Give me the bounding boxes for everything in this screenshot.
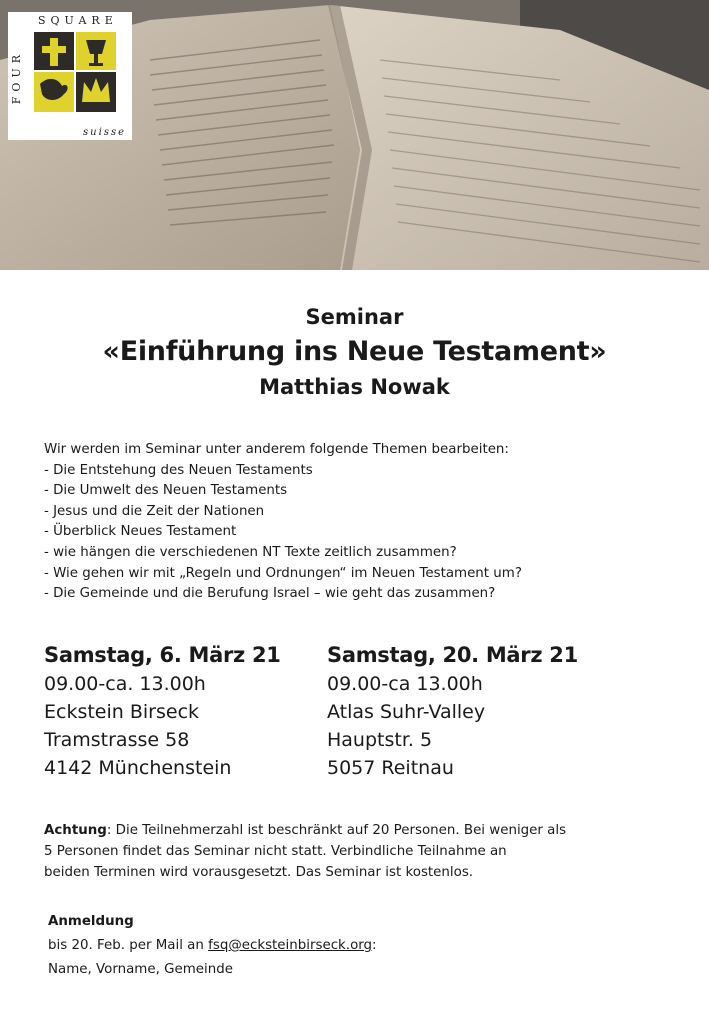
registration-prefix: bis 20. Feb. per Mail an [48, 938, 209, 953]
notice-text-1: : Die Teilnehmerzahl ist beschränkt auf 20 Personen. Bei weniger als [106, 823, 567, 838]
notice-paragraph [44, 820, 674, 883]
registration-block [48, 910, 377, 982]
date-street: Hauptstr. 5 [327, 729, 433, 751]
registration-line-2: Name, Vorname, Gemeinde [48, 962, 233, 977]
topic-item: - Die Gemeinde und die Berufung Israel – wie geht das zusammen? [44, 586, 496, 602]
registration-line-1 [48, 934, 377, 958]
date-city: 4142 Münchenstein [44, 757, 232, 779]
topic-item: - Die Entstehung des Neuen Testaments [44, 462, 313, 478]
date-city: 5057 Reitnau [327, 757, 454, 779]
topic-item: - wie hängen die verschiedenen NT Texte zeitlich zusammen? [44, 544, 457, 560]
date-time: 09.00-ca 13.00h [327, 673, 483, 695]
date-venue: Atlas Suhr-Valley [327, 701, 486, 723]
title-speaker: Matthias Nowak [259, 375, 450, 399]
topics-intro: Wir werden im Seminar unter anderem folgende Themen bearbeiten: [44, 442, 509, 457]
title-block [0, 302, 709, 402]
notice-label: Achtung [44, 823, 107, 838]
topic-item: - Jesus und die Zeit der Nationen [44, 503, 265, 519]
topic-item: - Wie gehen wir mit „Regeln und Ordnungen“ im Neuen Testament um? [44, 565, 522, 581]
logo-bottom-text: suisse [83, 127, 126, 138]
logo-emblem-icon [34, 32, 116, 112]
topic-item: - Überblick Neues Testament [44, 524, 237, 540]
date-time: 09.00-ca. 13.00h [44, 673, 206, 695]
topics-list [44, 440, 674, 605]
logo-top-text: SQUARE [38, 14, 118, 27]
registration-email-link[interactable]: fsq@ecksteinbirseck.org [208, 938, 373, 953]
title-main: «Einführung ins Neue Testament» [102, 336, 607, 367]
four-square-suisse-logo [8, 12, 132, 140]
title-seminar: Seminar [305, 305, 404, 329]
notice-line-3: beiden Terminen wird vorausgesetzt. Das Seminar ist kostenlos. [44, 865, 474, 880]
date-venue: Eckstein Birseck [44, 701, 200, 723]
registration-suffix: : [372, 938, 377, 953]
date-block-1 [44, 640, 281, 782]
date-heading: Samstag, 6. März 21 [44, 643, 281, 667]
notice-line-1 [44, 820, 674, 841]
date-block-2 [327, 640, 578, 782]
topic-item: - Die Umwelt des Neuen Testaments [44, 483, 288, 499]
logo-side-text [9, 50, 23, 104]
registration-heading: Anmeldung [48, 914, 134, 929]
date-heading: Samstag, 20. März 21 [327, 643, 578, 667]
logo-side-text-value: FOUR [10, 50, 23, 105]
notice-line-2: 5 Personen findet das Seminar nicht statt. Verbindliche Teilnahme an [44, 844, 507, 859]
date-street: Tramstrasse 58 [44, 729, 190, 751]
